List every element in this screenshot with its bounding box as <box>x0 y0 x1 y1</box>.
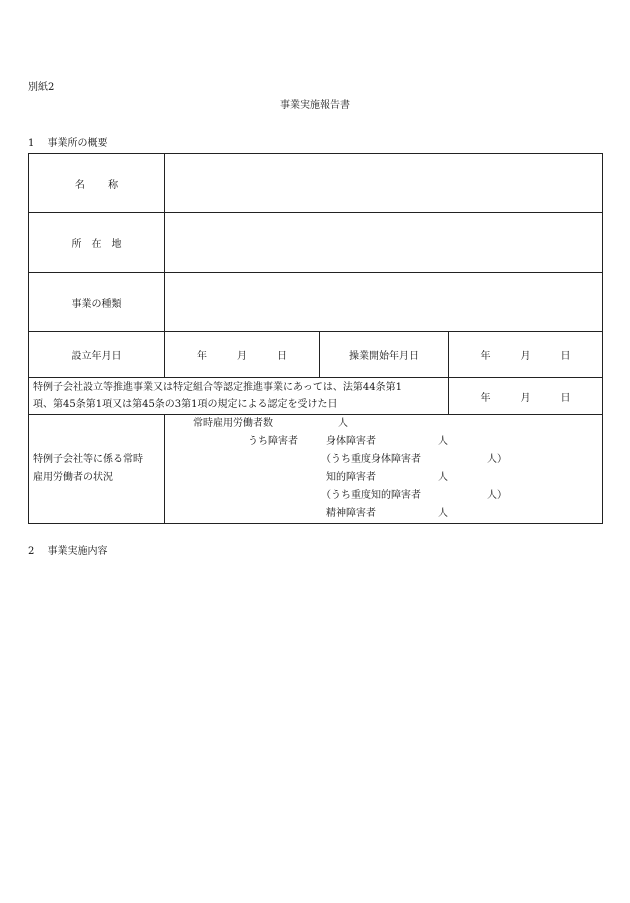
operation-start-date-label: 操業開始年月日 <box>349 351 419 362</box>
severe-intellectual-unit: 人） <box>487 490 507 501</box>
severe-intellectual-label: （うち重度知的障害者 <box>321 490 421 501</box>
intellectual-disability-unit: 人 <box>438 472 448 483</box>
operation-start-date-value[interactable]: 年 月 日 <box>480 351 571 362</box>
annex-label: 別紙2 <box>28 82 55 93</box>
disabled-label: うち障害者 <box>248 436 298 447</box>
physical-disability-label: 身体障害者 <box>326 436 376 447</box>
regular-workers-unit: 人 <box>338 418 348 429</box>
name-value[interactable] <box>165 154 602 212</box>
mental-disability-label: 精神障害者 <box>326 508 376 519</box>
name-label: 名 称 <box>74 179 119 191</box>
address-label: 所 在 地 <box>71 239 122 250</box>
table-row-divider <box>28 414 603 415</box>
certification-label-line1: 特例子会社設立等推進事業又は特定組合等認定推進事業にあっては、法第44条第1 <box>33 382 402 393</box>
employment-label-line1: 特例子会社等に係る常時 <box>33 454 143 465</box>
certification-date-value[interactable]: 年 月 日 <box>480 392 571 404</box>
section1-heading: 1 事業所の概要 <box>28 138 108 149</box>
table-column-divider <box>164 414 165 524</box>
document-title: 事業実施報告書 <box>280 100 350 111</box>
mental-disability-unit: 人 <box>438 508 448 519</box>
certification-label-line2: 項、第45条第1項又は第45条の3第1項の規定による認定を受けた日 <box>33 399 338 410</box>
employment-label-line2: 雇用労働者の状況 <box>33 472 113 483</box>
established-date-label: 設立年月日 <box>71 351 122 362</box>
section2-heading: 2 事業実施内容 <box>28 546 108 557</box>
severe-physical-unit: 人） <box>487 454 507 465</box>
address-value[interactable] <box>165 213 602 272</box>
table-border-right <box>602 153 603 524</box>
established-date-value[interactable]: 年 月 日 <box>197 351 287 362</box>
physical-disability-unit: 人 <box>438 436 448 447</box>
business-type-label: 事業の種類 <box>71 298 122 310</box>
severe-physical-label: （うち重度身体障害者 <box>321 454 421 465</box>
intellectual-disability-label: 知的障害者 <box>326 472 376 483</box>
business-type-value[interactable] <box>165 273 602 331</box>
regular-workers-label: 常時雇用労働者数 <box>193 418 273 429</box>
table-border-bottom <box>28 523 603 524</box>
